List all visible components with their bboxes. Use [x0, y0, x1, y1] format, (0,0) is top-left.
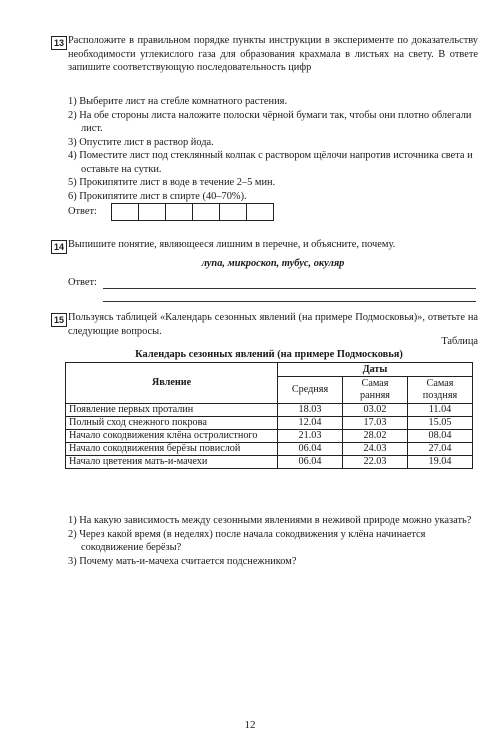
question-15-subquestions [68, 514, 478, 568]
question-14-answer-label: Ответ: [68, 277, 97, 288]
row-late: 11.04 [408, 404, 473, 417]
header-dates: Даты [278, 363, 473, 377]
answer-line[interactable] [103, 301, 476, 302]
option-5: 5) Прокипятите лист в воде в течение 2–5 мин. [68, 177, 276, 189]
row-name: Появление первых проталин [66, 404, 278, 417]
option-2: 2) На обе стороны листа наложите полоски чёрной бумаги так, чтобы они плотно облегали лист. [68, 109, 472, 135]
page-number: 12 [244, 719, 256, 731]
row-name: Начало цветения мать-и-мачехи [66, 456, 278, 469]
question-15-number: 15 [51, 313, 67, 327]
row-avg: 12.04 [278, 417, 343, 430]
answer-cell[interactable] [192, 203, 220, 221]
answer-cell[interactable] [219, 203, 247, 221]
header-latest: Самая поздняя [408, 377, 473, 404]
table-row [66, 443, 473, 456]
question-13-answer-cells[interactable] [111, 203, 273, 221]
question-14-number: 14 [51, 240, 67, 254]
question-13-answer-label: Ответ: [68, 206, 97, 217]
question-14-prompt: Выпишите понятие, являющееся лишним в перечне, и объясните, почему. [68, 239, 396, 250]
row-avg: 06.04 [278, 443, 343, 456]
row-late: 15.05 [408, 417, 473, 430]
table-title: Календарь сезонных явлений (на примере Подмосковья) [135, 349, 403, 360]
row-early: 24.03 [343, 443, 408, 456]
row-late: 19.04 [408, 456, 473, 469]
row-name: Начало сокодвижения клёна остролистного [66, 430, 278, 443]
season-calendar-table [65, 362, 473, 469]
option-1: 1) Выберите лист на стебле комнатного растения. [68, 96, 288, 107]
option-4: 4) Поместите лист под стеклянный колпак с раствором щёлочи напротив источника света и оставьте на сутки. [68, 150, 473, 175]
subquestion-2: 2) Через какой время (в неделях) после начала сокодвижения у клёна начинается сокодвижение берёзы? [68, 528, 426, 554]
row-avg: 06.04 [278, 456, 343, 469]
header-earliest: Самая ранняя [343, 377, 408, 404]
option-6: 6) Прокипятите лист в спирте (40–70%). [68, 190, 247, 202]
answer-cell[interactable] [138, 203, 166, 221]
row-late: 27.04 [408, 443, 473, 456]
answer-cell[interactable] [111, 203, 139, 221]
table-row [66, 430, 473, 443]
row-avg: 21.03 [278, 430, 343, 443]
header-average: Средняя [278, 377, 343, 404]
header-phenomenon: Явление [66, 363, 278, 404]
answer-cell[interactable] [165, 203, 193, 221]
row-late: 08.04 [408, 430, 473, 443]
option-3: 3) Опустите лист в раствор йода. [68, 136, 214, 148]
row-name: Полный сход снежного покрова [66, 417, 278, 430]
table-row [66, 417, 473, 430]
table-row [66, 456, 473, 469]
question-13-prompt: Расположите в правильном порядке пункты инструкции в эксперименте по доказательству необходимости углекислого газа для образования крахмала в листьях на свету. В ответе запишите соответствующую последовательность цифр [68, 35, 478, 74]
table-tag: Таблица [441, 336, 478, 347]
question-13-options [68, 95, 478, 203]
question-13-number: 13 [51, 36, 67, 50]
question-15-prompt: Пользуясь таблицей «Календарь сезонных явлений (на примере Подмосковья)», ответьте на следующие вопросы. [68, 312, 478, 337]
table-row [66, 404, 473, 417]
row-early: 28.02 [343, 430, 408, 443]
row-early: 03.02 [343, 404, 408, 417]
question-14-terms: лупа, микроскоп, тубус, окуляр [201, 258, 345, 269]
row-early: 17.03 [343, 417, 408, 430]
subquestion-1: 1) На какую зависимость между сезонными явлениями в неживой природе можно указать? [68, 515, 472, 526]
answer-line[interactable] [103, 288, 476, 289]
answer-cell[interactable] [246, 203, 274, 221]
row-avg: 18.03 [278, 404, 343, 417]
row-early: 22.03 [343, 456, 408, 469]
subquestion-3: 3) Почему мать-и-мачеха считается подснежником? [68, 555, 297, 567]
row-name: Начало сокодвижения берёзы повислой [66, 443, 278, 456]
